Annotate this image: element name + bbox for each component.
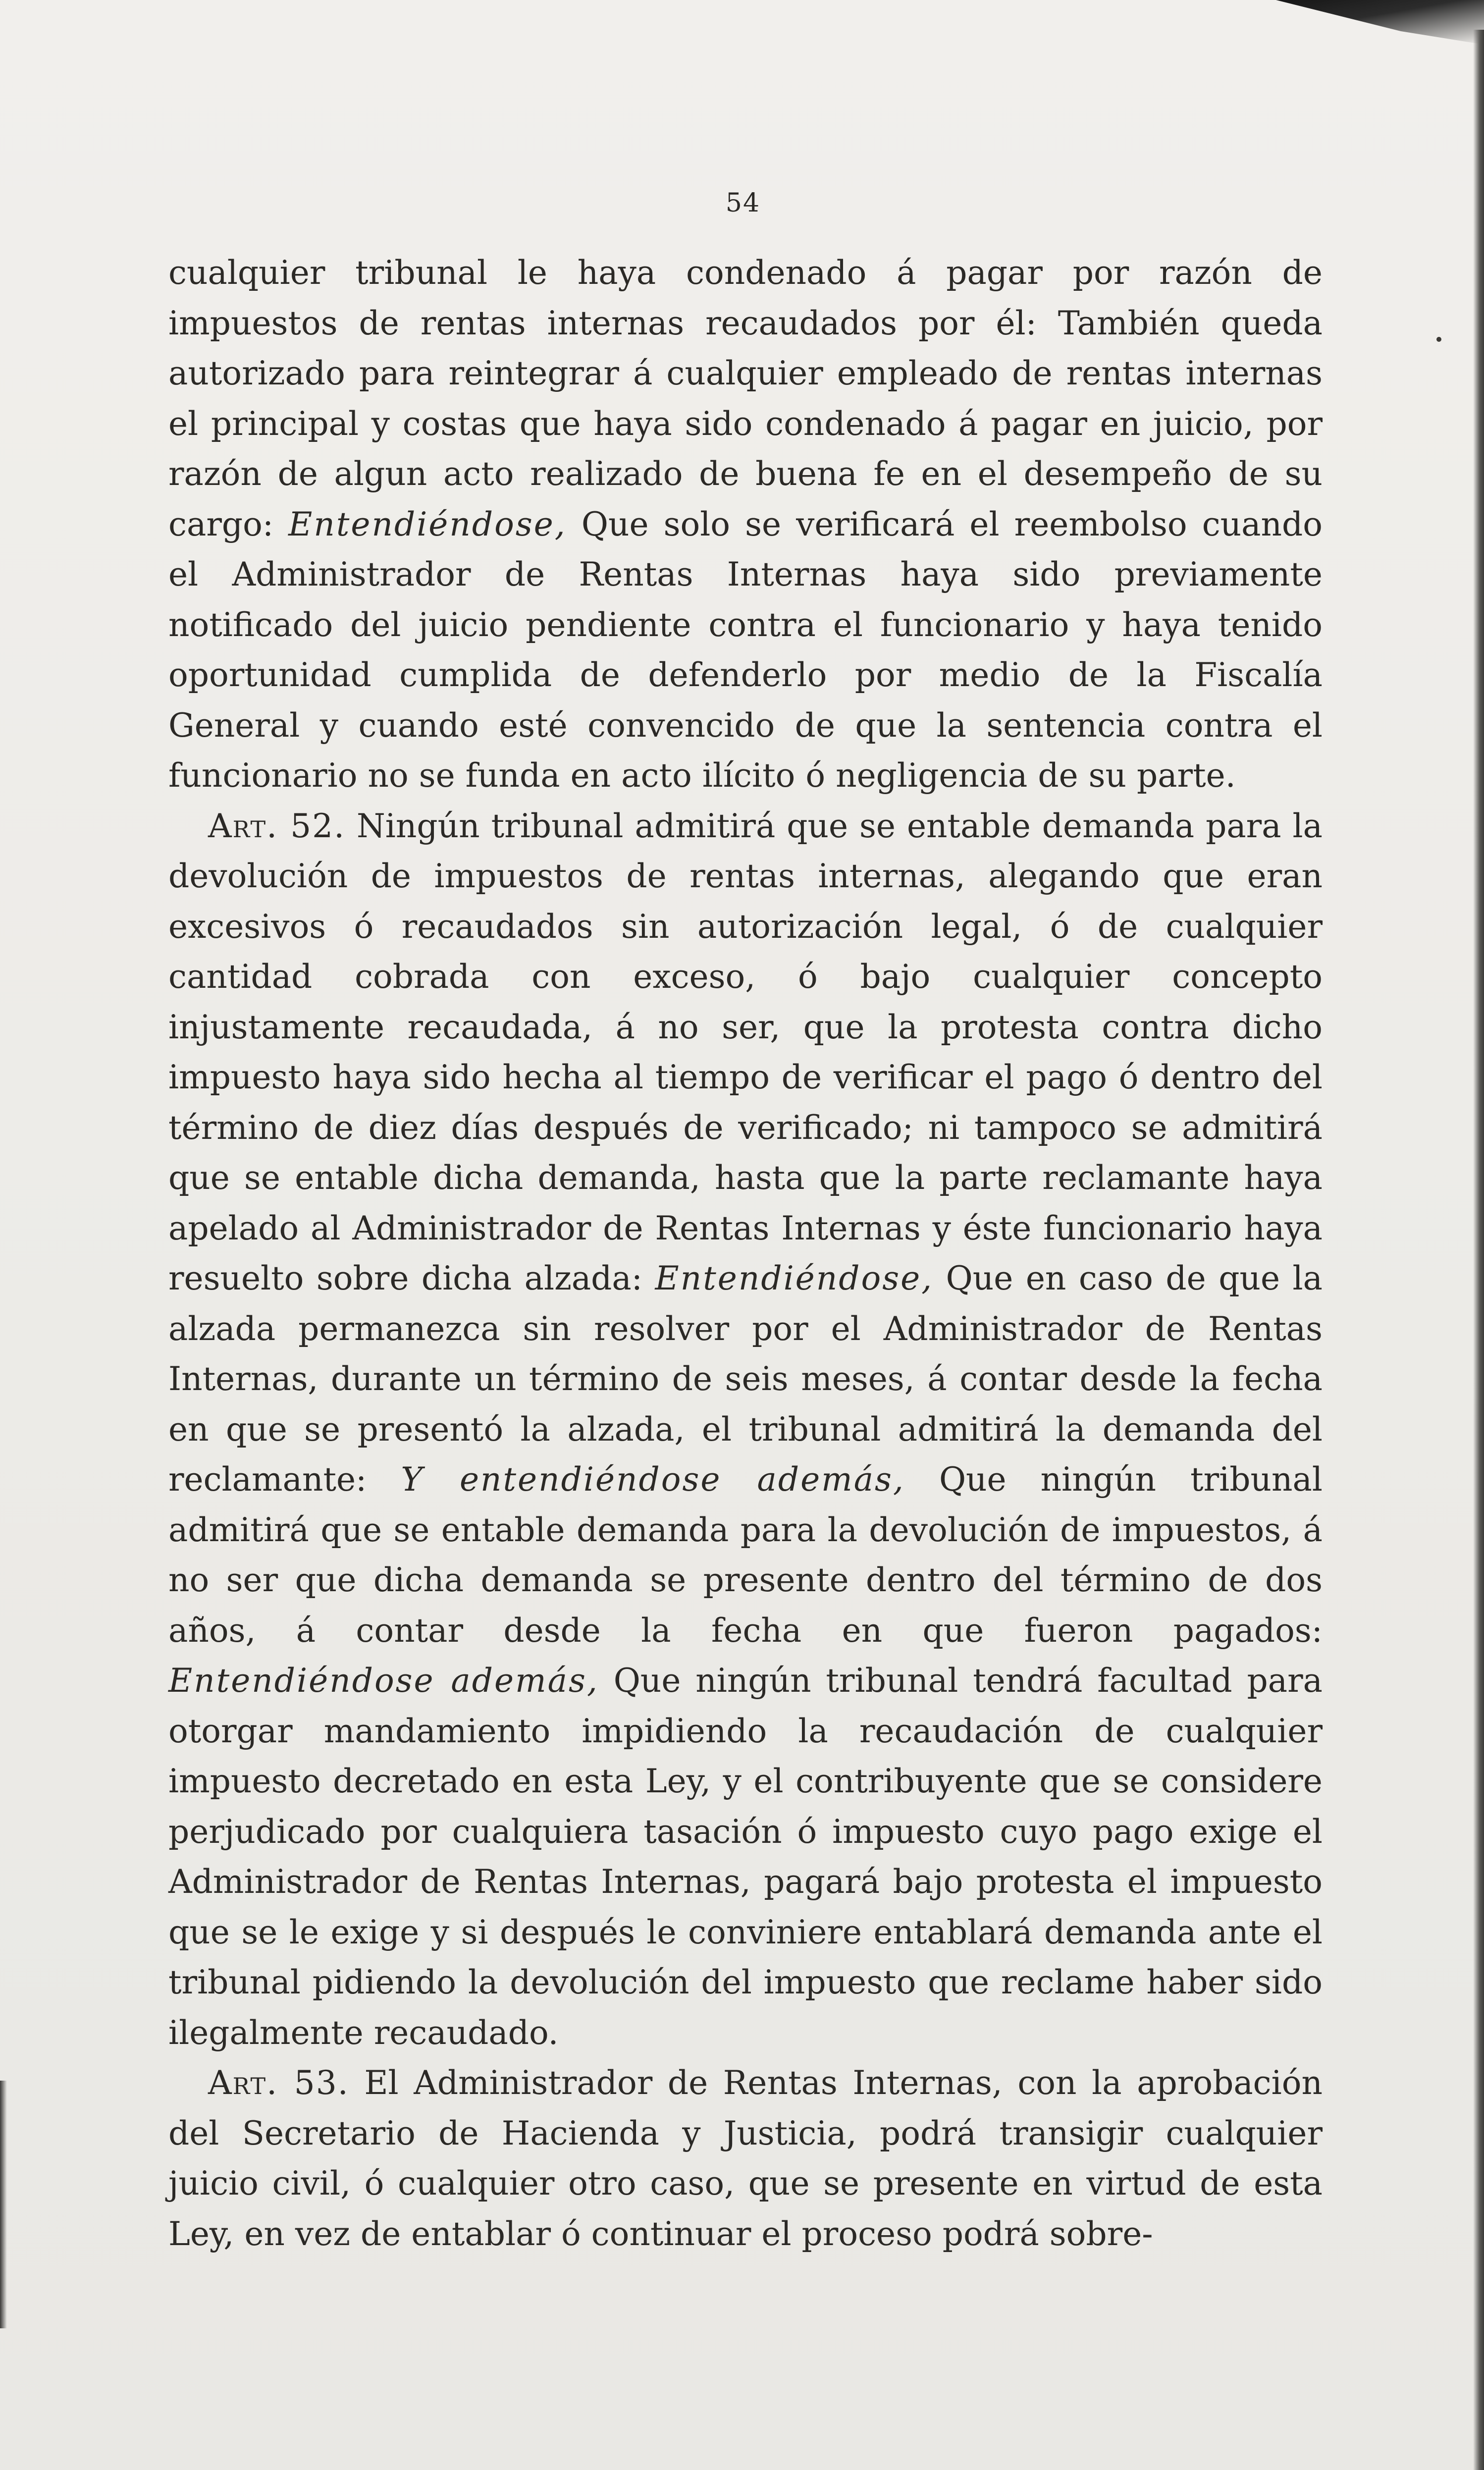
article-label: Art. 52. (208, 806, 346, 845)
italic-clause: Entendiéndose, (288, 505, 567, 543)
text-run: Que ningún tribunal admitirá que se entable demanda para la devolución de impuestos, á no ser que dicha demanda se presente dentro del término de dos años, á contar desde la fecha en que fueron pagados: (168, 1460, 1323, 1650)
text-run: El Administrador de Rentas Internas, con la aprobación del Secretario de Hacienda y Justicia, podrá transigir cualquier juicio civil, ó cualquier otro caso, que se presente en virtud de esta Ley, en vez de entablar ó continuar el proceso podrá sobre- (168, 2064, 1323, 2253)
text-run: Ningún tribunal admitirá que se entable demanda para la devolución de impuestos de rentas internas, alegando que eran excesivos ó recaudados sin autorización legal, ó de cualquier cantidad cobrada con exceso, ó bajo cualquier concepto injustamente recaudada, á no ser, que la protesta contra dicho impuesto haya sido hecha al tiempo de verificar el pago ó dentro del término de diez días después de verificado; ni tampoco se admitirá que se entable dicha demanda, hasta que la parte reclamante haya apelado al Administrador de Rentas Internas y éste funcionario haya resuelto sobre dicha alzada: (168, 806, 1323, 1297)
italic-clause: Y entendiéndose además, (401, 1460, 905, 1499)
print-speck (1436, 337, 1441, 342)
article-paragraph (168, 801, 1323, 2058)
text-run: Que ningún tribunal tendrá facultad para otorgar mandamiento impidiendo la recaudación de cualquier impuesto decretado en esta Ley, y el contribuyente que se considere perjudicado por cualquiera tasación ó impuesto cuyo pago exige el Administrador de Rentas Internas, pagará bajo protesta el impuesto que se le exige y si después le conviniere entablará demanda ante el tribunal pidiendo la devolución del impuesto que reclame haber sido ilegalmente recaudado. (168, 1662, 1323, 2052)
continuation-paragraph (168, 248, 1323, 801)
italic-clause: Entendiéndose, (655, 1259, 934, 1297)
page-number: 54 (725, 188, 761, 218)
body-text (168, 248, 1323, 2259)
text-run: cualquier tribunal le haya condenado á pagar por razón de impuestos de rentas internas recaudados por él: También queda autorizado para reintegrar á cualquier empleado de rentas internas el principal y costas que haya sido condenado á pagar en juicio, por razón de algun acto realizado de buena fe en el desempeño de su cargo: (168, 254, 1323, 543)
italic-clause: Entendiéndose además, (168, 1662, 599, 1700)
text-run: Que en caso de que la alzada permanezca sin resolver por el Administrador de Rentas Internas, durante un término de seis meses, á contar desde la fecha en que se presentó la alzada, el tribunal admitirá la demanda del reclamante: (168, 1259, 1323, 1499)
page-edge-shadow-left (0, 2081, 7, 2328)
article-label: Art. 53. (208, 2064, 349, 2102)
page-edge-shadow-right (1473, 30, 1484, 2470)
article-paragraph (168, 2058, 1323, 2259)
text-run: Que solo se verificará el reembolso cuando el Administrador de Rentas Internas haya sido previamente notificado del juicio pendiente contra el funcionario y haya tenido oportunidad cumplida de defenderlo por medio de la Fiscalía General y cuando esté convencido de que la sentencia contra el funcionario no se funda en acto ilícito ó negligencia de su parte. (168, 505, 1323, 795)
page-edge-shadow-top (1276, 0, 1484, 45)
